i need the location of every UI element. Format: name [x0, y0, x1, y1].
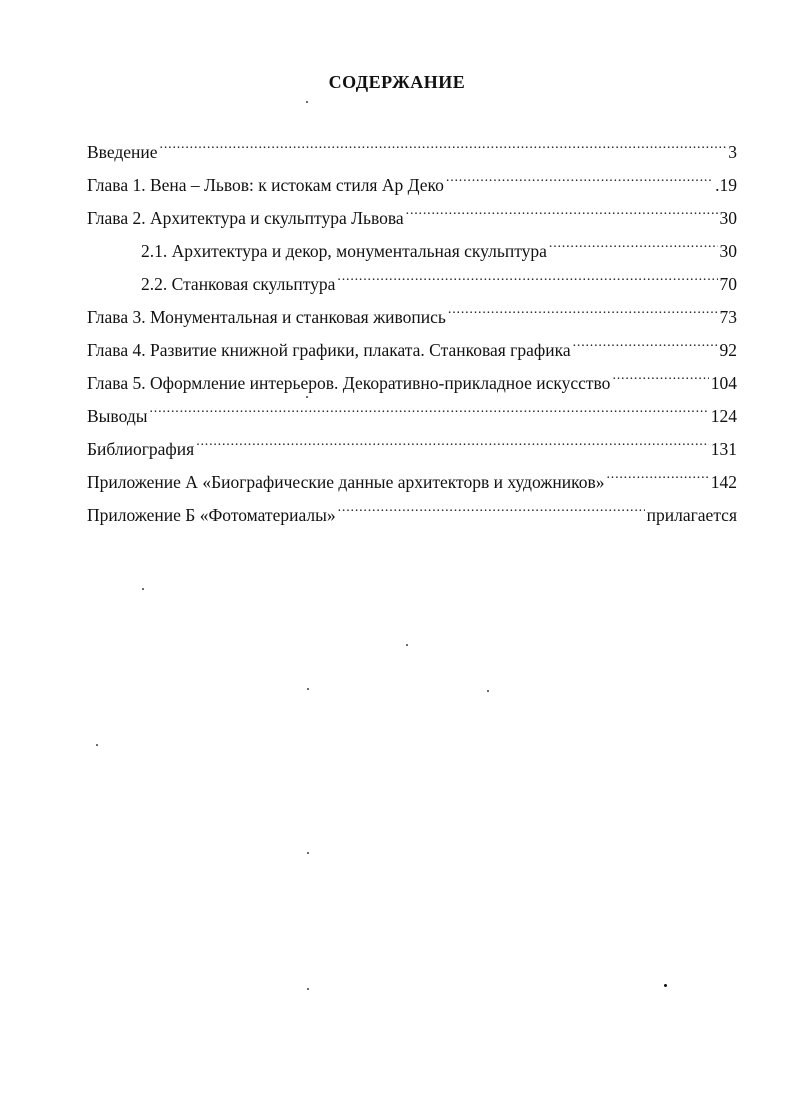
dot-leader [612, 369, 708, 389]
toc-entry-title: Библиография [87, 439, 195, 459]
dot-leader [448, 303, 718, 323]
toc-entry-title: 2.2. Станковая скульптура [141, 274, 336, 294]
toc-entry-page: 104 [710, 373, 737, 393]
dot-leader [606, 468, 708, 488]
toc-entry-page: 70 [719, 274, 737, 294]
dot-leader [446, 171, 713, 191]
scan-speck [96, 744, 98, 746]
toc-entry-section-2-1 [87, 237, 737, 270]
toc-entry-bibliography [87, 435, 737, 468]
scan-speck [307, 852, 309, 854]
scan-speck [664, 984, 667, 987]
toc-entry-page: 30 [719, 241, 737, 261]
toc-entry-title: Введение [87, 142, 158, 162]
toc-entry-appendix-a [87, 468, 737, 501]
dot-leader [149, 402, 708, 422]
dot-leader [406, 204, 718, 224]
toc-entry-title: Глава 1. Вена – Львов: к истокам стиля Ар Деко [87, 175, 444, 195]
toc-entry-chapter-5 [87, 369, 737, 402]
page-title: СОДЕРЖАНИЕ [328, 72, 466, 92]
toc-entry-title: Глава 2. Архитектура и скульптура Львова [87, 208, 404, 228]
toc-entry-page: 131 [710, 439, 737, 459]
scan-speck [406, 644, 408, 646]
toc-entry-conclusions [87, 402, 737, 435]
toc-entry-appendix-b [87, 501, 737, 534]
toc-entry-page: 142 [710, 472, 737, 492]
toc-entry-title: Выводы [87, 406, 148, 426]
toc-entry-page: 92 [719, 340, 737, 360]
dot-leader [196, 435, 709, 455]
toc-entry-section-2-2 [87, 270, 737, 303]
toc-entry-page: 3 [728, 142, 737, 162]
dot-leader [337, 270, 717, 290]
scan-speck [307, 988, 309, 990]
table-of-contents [87, 138, 737, 534]
toc-entry-title: Глава 5. Оформление интерьеров. Декоративно-прикладное искусство [87, 373, 611, 393]
dot-leader [573, 336, 718, 356]
toc-entry-title: Глава 3. Монументальная и станковая живопись [87, 307, 446, 327]
toc-entry-chapter-1 [87, 171, 737, 204]
toc-entry-title: 2.1. Архитектура и декор, монументальная скульптура [141, 241, 547, 261]
toc-entry-page: прилагается [646, 505, 737, 525]
dot-leader [549, 237, 718, 257]
toc-entry-title: Глава 4. Развитие книжной графики, плаката. Станковая графика [87, 340, 571, 360]
toc-entry-introduction [87, 138, 737, 171]
toc-entry-chapter-2 [87, 204, 737, 237]
toc-entry-chapter-4 [87, 336, 737, 369]
toc-entry-title: Приложение А «Биографические данные архитекторв и художников» [87, 472, 605, 492]
toc-entry-page: 30 [719, 208, 737, 228]
scan-speck [306, 396, 308, 398]
scan-speck [307, 688, 309, 690]
scan-speck [142, 588, 144, 590]
scan-speck [306, 101, 308, 103]
toc-entry-page: 124 [710, 406, 737, 426]
dot-leader [160, 138, 727, 158]
dot-leader [338, 501, 645, 521]
toc-entry-title: Приложение Б «Фотоматериалы» [87, 505, 336, 525]
toc-entry-page: .19 [715, 175, 737, 195]
toc-entry-page: 73 [719, 307, 737, 327]
toc-entry-chapter-3 [87, 303, 737, 336]
scan-speck [487, 690, 489, 692]
